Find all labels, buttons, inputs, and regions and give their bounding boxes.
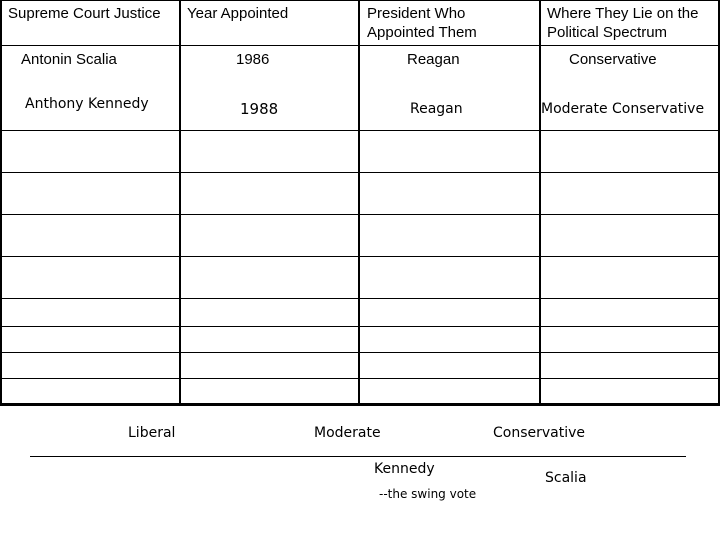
cell-spectrum-scalia: Conservative <box>569 51 657 68</box>
row-divider <box>0 172 720 173</box>
row-divider <box>0 214 720 215</box>
row-divider <box>0 352 720 353</box>
header-spectrum: Where They Lie on the Political Spectrum <box>547 5 699 41</box>
cell-justice-scalia: Antonin Scalia <box>21 51 117 68</box>
table-border-bottom <box>0 403 720 406</box>
cell-year-kennedy: 1988 <box>240 100 279 118</box>
placement-scalia: Scalia <box>545 470 587 486</box>
column-divider <box>179 0 181 405</box>
row-divider <box>0 378 720 379</box>
column-divider <box>539 0 541 405</box>
row-divider <box>0 326 720 327</box>
row-divider <box>0 130 720 131</box>
row-divider <box>0 256 720 257</box>
placement-kennedy-note: --the swing vote <box>379 487 477 501</box>
cell-president-scalia: Reagan <box>407 51 460 68</box>
spectrum-label-conservative: Conservative <box>493 425 586 441</box>
header-year: Year Appointed <box>187 5 289 22</box>
spectrum-label-moderate: Moderate <box>314 425 381 441</box>
row-divider <box>0 45 720 46</box>
spectrum-axis-line <box>30 456 686 457</box>
spectrum-label-liberal: Liberal <box>128 425 176 441</box>
table-border-top <box>0 0 720 1</box>
row-divider <box>0 298 720 299</box>
table-border-left <box>0 0 2 405</box>
cell-justice-kennedy: Anthony Kennedy <box>25 96 149 112</box>
cell-spectrum-kennedy: Moderate Conservative <box>541 101 705 117</box>
cell-year-scalia: 1986 <box>236 51 270 68</box>
cell-president-kennedy: Reagan <box>410 101 463 117</box>
placement-kennedy: Kennedy <box>374 461 435 477</box>
header-president: President Who Appointed Them <box>367 5 477 41</box>
column-divider <box>358 0 360 405</box>
header-justice: Supreme Court Justice <box>8 5 161 22</box>
